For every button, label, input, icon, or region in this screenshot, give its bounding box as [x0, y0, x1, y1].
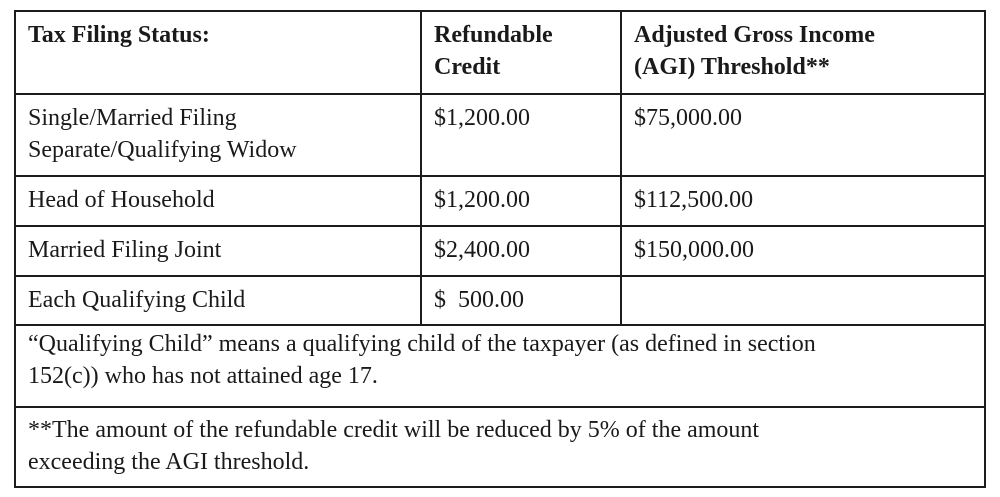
refundable-credit-value: 500.00: [458, 287, 524, 313]
header-agi-threshold-line1: Adjusted Gross Income: [634, 22, 875, 48]
tax-credit-table: [14, 10, 986, 488]
header-refundable-credit-line2: Credit: [434, 54, 501, 80]
table-row: [16, 177, 984, 227]
filing-status-line1: Head of Household: [28, 187, 215, 213]
cell-filing-status: [16, 277, 422, 324]
cell-filing-status: [16, 95, 422, 175]
header-filing-status: [16, 12, 422, 93]
agi-threshold-value: $112,500.00: [634, 187, 754, 213]
cell-refundable-credit: [422, 177, 622, 225]
cell-filing-status: [16, 177, 422, 225]
note-credit-reduction: [16, 408, 984, 486]
agi-threshold-value: $75,000.00: [634, 105, 742, 131]
note-qualifying-child-line2: 152(c)) who has not attained age 17.: [28, 363, 378, 389]
cell-agi-threshold: [622, 95, 984, 175]
agi-threshold-value: $150,000.00: [634, 237, 754, 263]
note-qualifying-child: [16, 326, 984, 406]
table-note-row: [16, 408, 984, 486]
header-agi-threshold: [622, 12, 984, 93]
filing-status-line2: Separate/Qualifying Widow: [28, 137, 297, 163]
table-row: [16, 227, 984, 277]
header-filing-status-label: Tax Filing Status:: [28, 22, 210, 48]
cell-agi-threshold: [622, 227, 984, 275]
table-header-row: [16, 12, 984, 95]
cell-refundable-credit: [422, 277, 622, 324]
filing-status-line1: Single/Married Filing: [28, 105, 237, 131]
note-credit-reduction-line1: **The amount of the refundable credit will be reduced by 5% of the amount: [28, 417, 760, 443]
note-credit-reduction-line2: exceeding the AGI threshold.: [28, 449, 310, 475]
currency-sign: $: [434, 287, 446, 313]
header-refundable-credit: [422, 12, 622, 93]
note-qualifying-child-line1: “Qualifying Child” means a qualifying child of the taxpayer (as defined in section: [28, 331, 816, 357]
cell-filing-status: [16, 227, 422, 275]
refundable-credit-value: $2,400.00: [434, 237, 530, 263]
header-agi-threshold-line2: (AGI) Threshold**: [634, 54, 830, 80]
cell-refundable-credit: [422, 95, 622, 175]
cell-agi-threshold: [622, 277, 984, 324]
cell-refundable-credit: [422, 227, 622, 275]
refundable-credit-value: $1,200.00: [434, 105, 530, 131]
header-refundable-credit-line1: Refundable: [434, 22, 553, 48]
filing-status-line1: Each Qualifying Child: [28, 287, 246, 313]
table-note-row: [16, 326, 984, 408]
filing-status-line1: Married Filing Joint: [28, 237, 222, 263]
table-row: [16, 277, 984, 326]
cell-agi-threshold: [622, 177, 984, 225]
refundable-credit-value: $1,200.00: [434, 187, 530, 213]
table-row: [16, 95, 984, 177]
